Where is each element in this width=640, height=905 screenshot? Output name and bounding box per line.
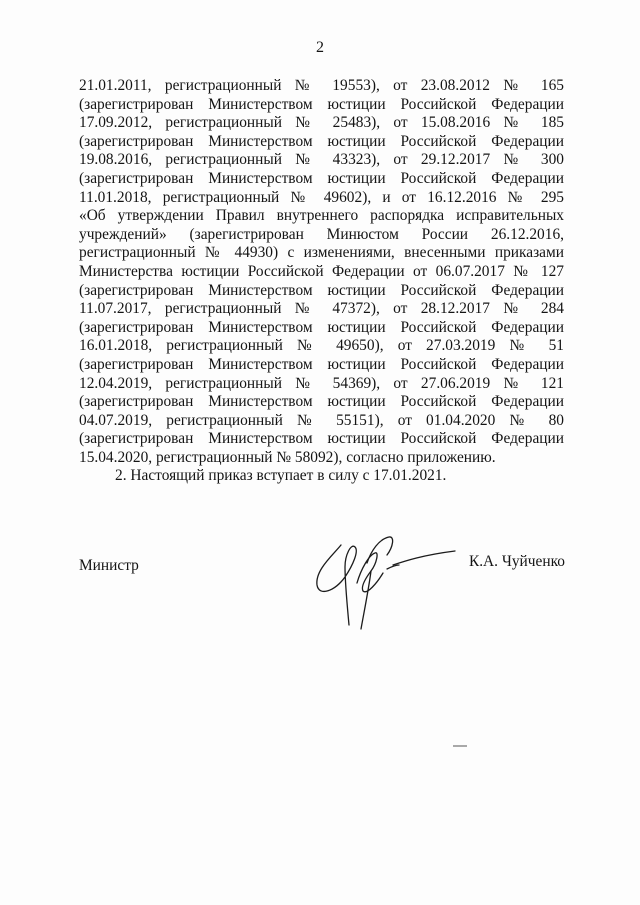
text-line: (зарегистрирован Министерством юстиции Российской Федерации [79,169,564,187]
text-line: 21.01.2011, регистрационный № 19553), от 23.08.2012 № 165 [79,77,564,94]
text-line: регистрационный № 44930) с изменениями, внесенными приказами [79,244,564,262]
text-line: (зарегистрирован Министерством юстиции Российской Федерации [79,393,564,411]
text-line: Министерства юстиции Российской Федерации от 06.07.2017 № 127 [79,262,564,280]
order-body-text [79,77,564,486]
text-line: (зарегистрирован Министерством юстиции Российской Федерации [79,281,564,299]
stray-mark [452,744,468,748]
text-line: 19.08.2016, регистрационный № 43323), от 29.12.2017 № 300 [79,151,564,169]
text-line: учреждений» (зарегистрирован Минюстом России 26.12.2016, [79,225,564,243]
text-line: (зарегистрирован Министерством юстиции Российской Федерации [79,355,564,373]
signatory-name: К.А. Чуйченко [468,553,565,570]
text-line: 11.01.2018, регистрационный № 49602), и от 16.12.2016 № 295 [79,188,564,206]
signatory-title: Министр [79,557,139,574]
text-line: 17.09.2012, регистрационный № 25483), от 15.08.2016 № 185 [79,114,564,132]
text-line: (зарегистрирован Министерством юстиции Российской Федерации [79,95,564,113]
page-number: 2 [316,39,324,56]
text-line: «Об утверждении Правил внутреннего распорядка исправительных [79,207,564,225]
text-line: (зарегистрирован Министерством юстиции Российской Федерации [79,430,564,448]
text-line: (зарегистрирован Министерством юстиции Российской Федерации [79,132,564,150]
clause-2-text: 2. Настоящий приказ вступает в силу с 17.01.2021. [115,467,447,485]
text-line: (зарегистрирован Министерством юстиции Российской Федерации [79,318,564,336]
text-line: 04.07.2019, регистрационный № 55151), от 01.04.2020 № 80 [79,411,564,429]
text-line: 16.01.2018, регистрационный № 49650), от 27.03.2019 № 51 [79,337,564,355]
handwritten-signature [305,525,465,635]
text-line: 11.07.2017, регистрационный № 47372), от 28.12.2017 № 284 [79,300,564,318]
text-line-last: 15.04.2020, регистрационный № 58092), согласно приложению. [79,448,496,466]
text-line: 12.04.2019, регистрационный № 54369), от 27.06.2019 № 121 [79,374,564,392]
